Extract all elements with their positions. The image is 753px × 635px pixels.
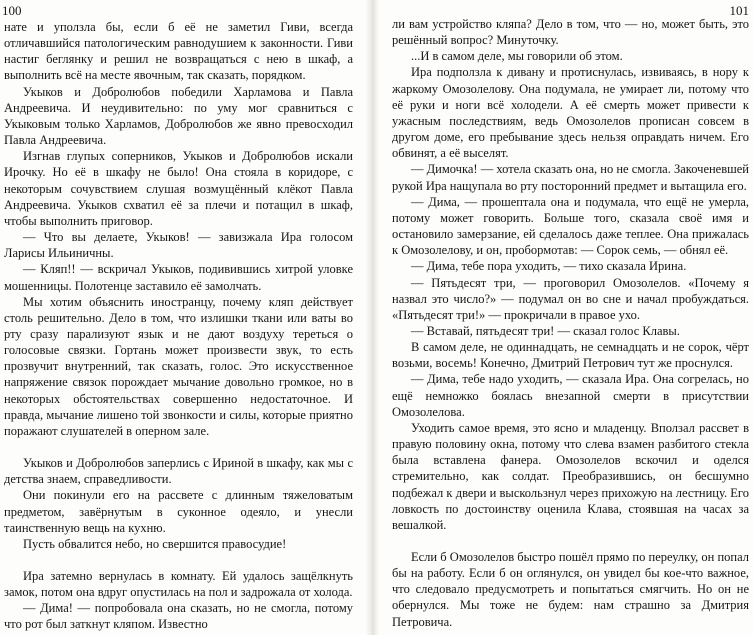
paragraph: — Пятьдесят три, — проговорил Омозолелов. «Почему я назвал это число?» — подумал он во сне и начал пробуждаться. «Пятьдесят три!» — прокричали в правое ухо. xyxy=(392,275,749,322)
paragraph: — Дима! — попробовала она сказать, но не смогла, потому что рот был заткнут кляпом. Известно xyxy=(4,601,353,632)
left-page-number: 100 xyxy=(2,3,22,18)
paragraph: Пусть обвалится небо, но свершится правосудие! xyxy=(23,536,287,551)
paragraph: — Вставай, пятьдесят три! — сказал голос Клавы. xyxy=(411,323,680,338)
paragraph: Ира подползла к дивану и протиснулась, извиваясь, в нору к жаркому Омозолелову. Она подумала, не умирает ли, потому что её руки и ноги всё холодели. А её смерть может привести к ужасным последствиям, ведь Омозолелов прописан совсем в другом доме, его пребывание здесь нельзя оправдать ничем. Его обвинят, а её выселят. xyxy=(392,65,749,161)
right-page-text xyxy=(392,16,749,630)
paragraph: — Дима, тебе надо уходить, — сказала Ира. Она согрелась, но ещё немножко боялась внезапной смерти в присутствии Омозолелова. xyxy=(392,372,749,419)
paragraph: — Что вы делаете, Укыков! — завизжала Ира голосом Ларисы Ильиничны. xyxy=(4,230,353,261)
paragraph: Уходить самое время, это ясно и младенцу. Вползал рассвет в правую половину окна, потому что слева взамен разбитого стекла была вставлена фанера. Омозолелов вскочил и оделся стремительно, как солдат. Преобразившись, он бесшумно подбежал к двери и выскользнул через прихожую на лестницу. Его ловкость по достоинству оценила Клава, стоявшая на часах за вешалкой. xyxy=(392,420,749,532)
paragraph: ли вам устройство кляпа? Дело в том, что — но, может быть, это решённый вопрос? Минуточку. xyxy=(392,17,749,48)
book-gutter xyxy=(365,0,379,635)
paragraph: — Дима, тебе пора уходить, — тихо сказала Ирина. xyxy=(411,259,687,274)
paragraph: ...И в самом деле, мы говорили об этом. xyxy=(411,49,623,64)
paragraph: — Димочка! — хотела сказать она, но не смогла. Закоченевшей рукой Ира нащупала во рту посторонний предмет и вытащила его. xyxy=(392,162,749,193)
paragraph: — Кляп!! — вскричал Укыков, подивившись хитрой уловке мошенницы. Полотенце заставило её замолчать. xyxy=(4,262,353,293)
paragraph: Ира затемно вернулась в комнату. Ей удалось защёлкнуть замок, потом она вдруг опустилась на пол и задрожала от холода. xyxy=(4,569,353,600)
left-page-text xyxy=(4,19,353,633)
paragraph: Если б Омозолелов быстро пошёл прямо по переулку, он попал бы на работу. Если б он оглянулся, он увидел бы кое-что важное, что следовало предусмотреть и попытаться смягчить. Но он не обернулся. Мы тоже не будем: нам страшно за Дмитрия Петровича. xyxy=(392,550,749,629)
paragraph: — Дима, — прошептала она и подумала, что ещё не умерла, потому может говорить. Больше того, сказала своё имя и остановило замерзание, ей сделалось даже теплее. Она прижалась к Омозолелову, и он, пробормотав: — Сорок семь, — обнял её. xyxy=(392,194,749,258)
paragraph: Они покинули его на рассвете с длинным тяжеловатым предметом, завёрнутым в суконное одеяло, и унесли таинственную вещь на кухню. xyxy=(4,488,353,535)
paragraph: Изгнав глупых соперников, Укыков и Добролюбов искали Ирочку. Но её в шкафу не было! Она стояла в коридоре, с некоторым сочувствием слушая возмущённый клёкот Павла Андреевича. Укыков схватил её за плечи и потащил в шкаф, чтобы выполнить приговор. xyxy=(4,149,353,228)
paragraph: В самом деле, не одиннадцать, не семнадцать и не сорок, чёрт возьми, восемь! Конечно, Дмитрий Петрович тут же проснулся. xyxy=(392,340,749,371)
paragraph: Укыков и Добролюбов победили Харламова и Павла Андреевича. И неудивительно: по уму мог сравниться с Укыковым только Харламов, Добролюбов же явно превосходил Павла Андреевича. xyxy=(4,84,353,148)
paragraph: Укыков и Добролюбов заперлись с Ириной в шкафу, как мы с детства знаем, справедливости. xyxy=(4,456,353,487)
right-page-number: 101 xyxy=(729,3,749,18)
paragraph: Мы хотим объяснить иностранцу, почему кляп действует столь решительно. Дело в том, что излишки ткани или ваты во рту сразу парализуют язык и не дают воздуху тереться о голосовые связки. Гортань может произвести звук, то есть прозвучит внутренний, так сказать, голос. Это искусственное напряжение связок порождает мычание довольно громкое, но в некоторых обстоятельствах совершенно недостаточное. И правда, мычание лишено той звонкости и силы, которые приятно поражают слушателей в оперном зале. xyxy=(4,294,353,438)
paragraph: нате и уползла бы, если б её не заметил Гиви, всегда отличавшийся патологическим равнодушием к законности. Гиви настиг беглянку и решил не возвращаться с нею в шкаф, а выполнить всё на месте явочным, так сказать, порядком. xyxy=(4,20,353,83)
